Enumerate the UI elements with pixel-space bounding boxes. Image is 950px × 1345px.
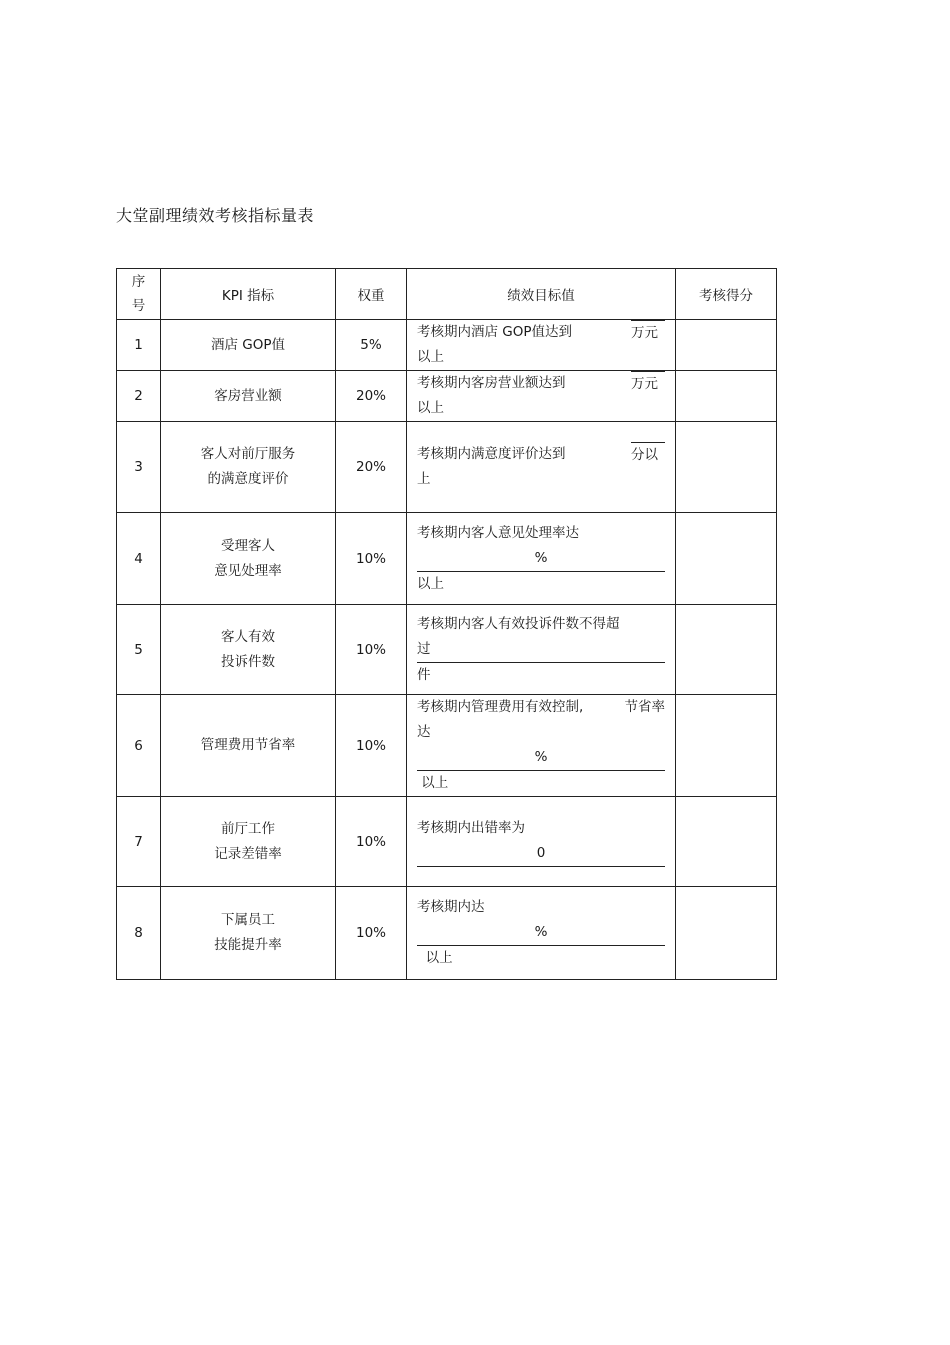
kpi-line: 酒店 GOP值 [210,336,286,353]
target-blank [417,662,665,663]
target-text: 考核期内酒店 GOP值达到 [417,324,573,340]
kpi-line: 意见处理率 [214,562,282,579]
row-score [676,320,777,371]
target-text: 考核期内客房营业额达到 [417,375,566,391]
row-no: 4 [117,513,161,605]
kpi-line: 技能提升率 [214,937,282,953]
row-target [407,887,676,980]
target-text: 考核期内达 [417,899,485,915]
kpi-line: 客人对前厅服务 [200,446,296,462]
row-no: 2 [117,371,161,422]
table-row [117,513,777,605]
row-no: 1 [117,320,161,371]
header-no-line1: 序 [131,274,146,290]
target-line1 [417,320,665,345]
target-unit: 万元 [631,376,658,392]
target-line1 [417,895,665,971]
target-line2 [417,720,665,796]
table-row [117,695,777,797]
header-no [117,269,161,320]
kpi-table [116,268,777,980]
table-row [117,371,777,422]
kpi-line: 客人有效 [221,628,275,645]
document-title: 大堂副理绩效考核指标量表 [116,206,315,225]
row-no: 6 [117,695,161,797]
target-tail [631,371,665,397]
target-line1 [417,442,665,467]
row-target [407,695,676,797]
row-weight: 10% [336,797,407,887]
kpi-line: 受理客人 [221,537,275,554]
target-unit: 分以 [631,447,658,463]
row-weight: 10% [336,695,407,797]
target-blank [631,371,665,372]
target-unit: 以上 [425,950,453,966]
header-score: 考核得分 [676,269,777,320]
target-tail [631,442,665,468]
row-kpi [161,422,336,513]
row-no: 7 [117,797,161,887]
row-weight: 20% [336,371,407,422]
target-unit: 以上 [421,775,449,791]
target-blank: % [417,546,665,572]
row-target [407,797,676,887]
target-text: 考核期内客人意见处理率达 [417,524,579,541]
kpi-line: 记录差错率 [214,845,282,862]
header-target: 绩效目标值 [407,269,676,320]
row-score [676,797,777,887]
table-row [117,320,777,371]
row-score [676,887,777,980]
target-line2: 以上 [417,400,444,416]
target-blank [631,320,665,321]
target-blank [631,442,665,443]
target-line1 [417,371,665,396]
row-kpi [161,695,336,797]
row-kpi [161,513,336,605]
target-unit: 件 [417,666,431,683]
target-blank: % [417,745,665,771]
target-line1 [417,695,665,720]
kpi-line: 前厅工作 [221,820,275,837]
target-blank: % [417,920,665,946]
row-kpi [161,371,336,422]
target-text: 节省率 [624,699,665,715]
target-text: 考核期内满意度评价达到 [417,446,566,462]
kpi-line: 下属员工 [221,912,275,928]
row-score [676,605,777,695]
header-weight: 权重 [336,269,407,320]
kpi-line: 管理费用节省率 [200,737,296,753]
target-text: 过 [417,640,431,657]
kpi-line: 客房营业额 [214,387,282,404]
header-no-line2: 号 [131,298,146,314]
target-text: 考核期内出错率为 [417,820,525,836]
row-kpi [161,320,336,371]
row-weight: 10% [336,513,407,605]
target-text: 达 [417,724,431,740]
target-line2 [417,637,665,688]
table-row [117,887,777,980]
row-weight: 20% [336,422,407,513]
row-no: 3 [117,422,161,513]
target-line1 [417,521,665,572]
row-target [407,320,676,371]
target-blank: 0 [417,841,665,867]
table-row [117,797,777,887]
row-target [407,513,676,605]
row-weight: 5% [336,320,407,371]
row-target [407,422,676,513]
target-line1: 考核期内客人有效投诉件数不得超 [417,615,620,632]
kpi-line: 投诉件数 [221,653,275,670]
target-unit: 万元 [631,325,658,341]
target-line1 [417,816,665,867]
row-score [676,513,777,605]
row-score [676,422,777,513]
target-line2: 上 [417,471,431,487]
table-row [117,605,777,695]
header-kpi: KPI 指标 [161,269,336,320]
kpi-line: 的满意度评价 [207,471,289,487]
row-score [676,371,777,422]
row-score [676,695,777,797]
table-header-row [117,269,777,320]
target-line2: 以上 [417,349,444,365]
row-kpi [161,605,336,695]
row-kpi [161,797,336,887]
target-line2: 以上 [417,575,444,592]
row-target [407,605,676,695]
table-row [117,422,777,513]
row-weight: 10% [336,605,407,695]
target-text: 考核期内管理费用有效控制, [417,699,584,715]
row-weight: 10% [336,887,407,980]
row-target [407,371,676,422]
row-kpi [161,887,336,980]
row-no: 5 [117,605,161,695]
target-tail [631,320,665,346]
row-no: 8 [117,887,161,980]
